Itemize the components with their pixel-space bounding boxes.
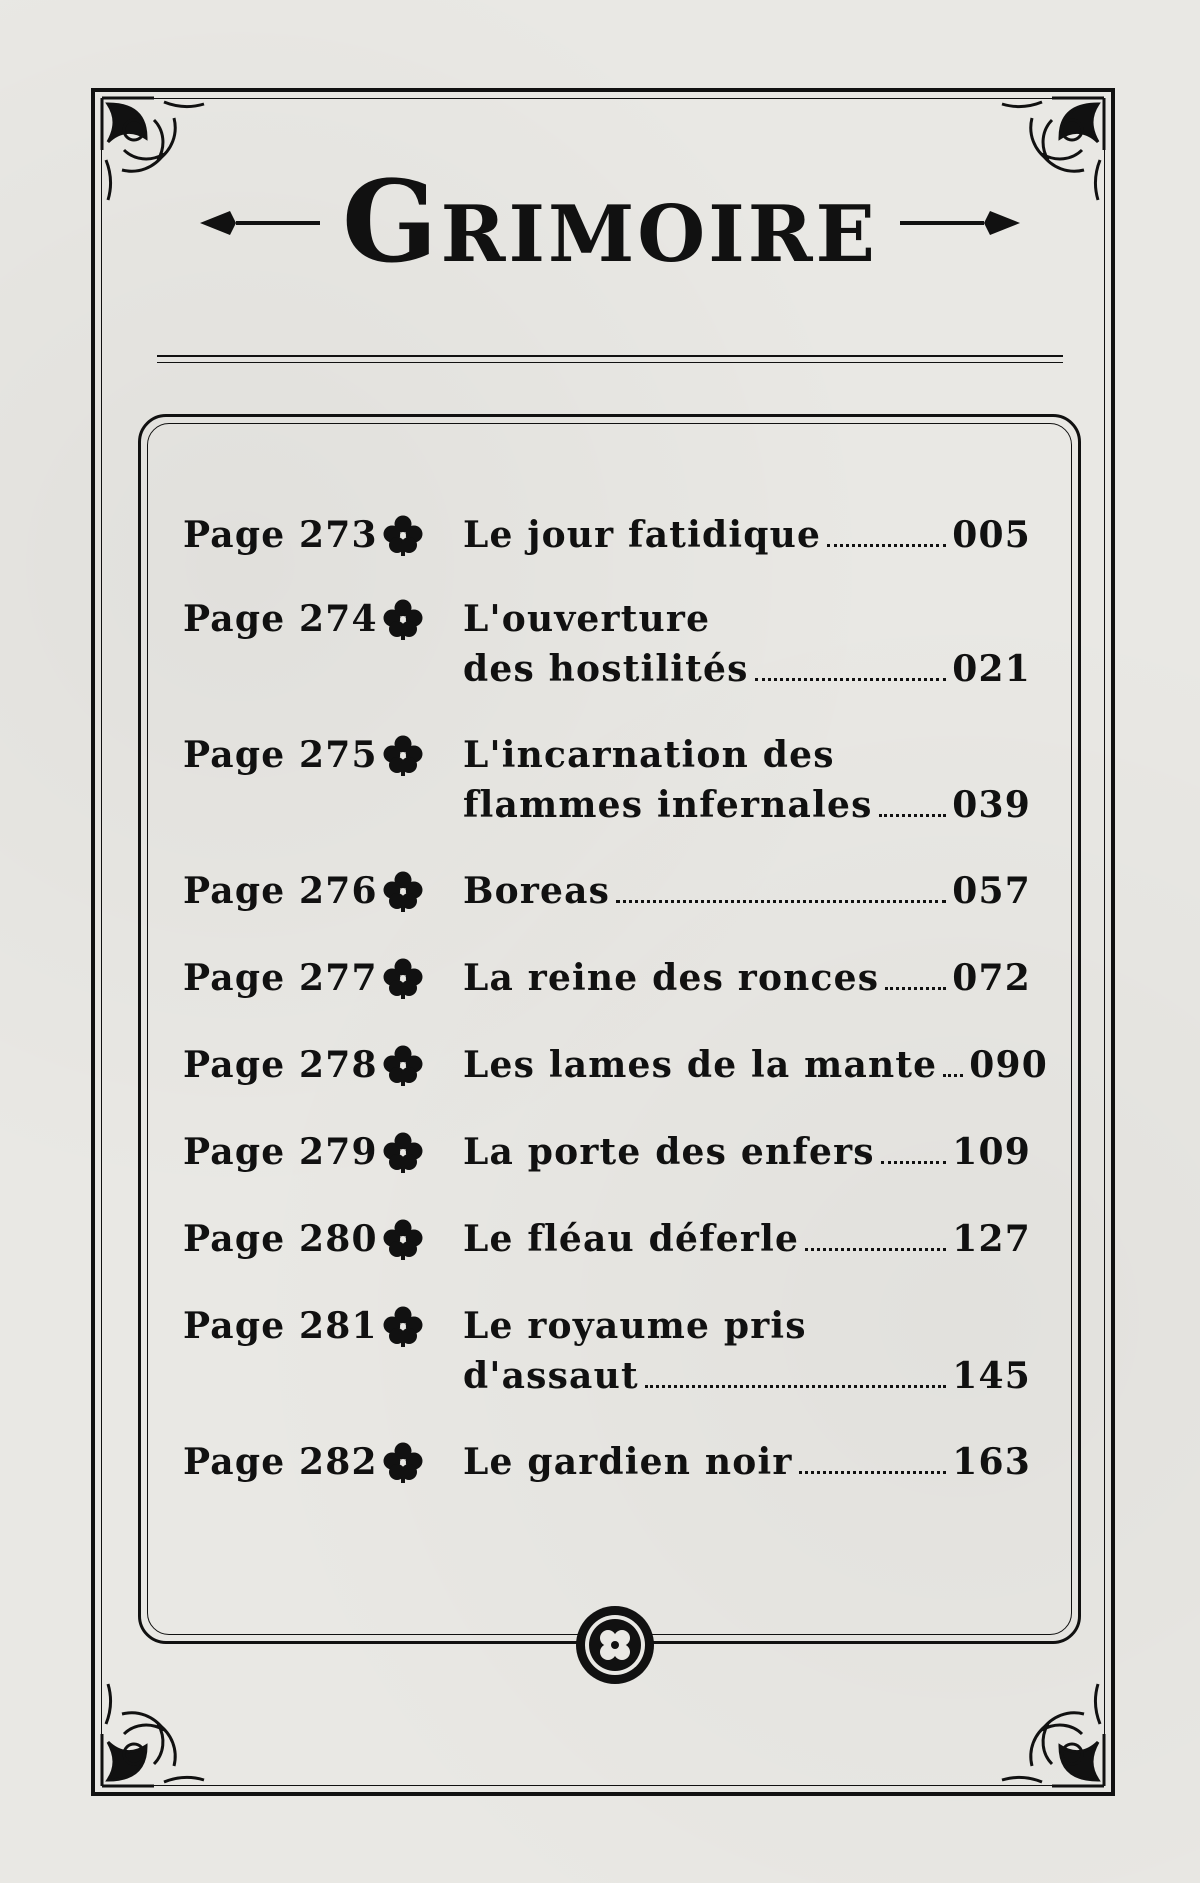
toc-chapter-title: des hostilités (463, 648, 749, 690)
toc-chapter-line (463, 780, 1031, 830)
toc-chapter-title: Les lames de la mante (463, 1044, 938, 1086)
clover-icon (381, 1130, 425, 1174)
toc-chapter-line (463, 510, 1031, 560)
toc-chapter-line (463, 730, 1031, 780)
toc-chapter-title: Le gardien noir (463, 1441, 793, 1483)
leader-dots (885, 987, 946, 990)
leader-dots (805, 1248, 946, 1251)
toc-page-label: Page 275 (183, 734, 378, 776)
toc-chapter (463, 866, 1031, 916)
title-row (150, 148, 1070, 298)
toc-page-label: Page 282 (183, 1441, 378, 1483)
leader-dots (799, 1471, 947, 1474)
clover-icon (381, 1043, 425, 1087)
clover-icon (381, 869, 425, 913)
toc-chapter-title: La reine des ronces (463, 957, 880, 999)
toc-chapter-line (463, 1301, 1031, 1351)
clover-icon (381, 597, 425, 641)
toc-chapter-line (463, 1214, 1031, 1264)
toc-page-label: Page 278 (183, 1044, 378, 1086)
toc-chapter-title: d'assaut (463, 1355, 639, 1397)
toc-page-number: 039 (952, 784, 1031, 826)
title-rule (157, 355, 1063, 363)
page-title: Grimoire (341, 157, 878, 288)
toc-chapter-line (463, 1040, 1049, 1090)
clover-icon (381, 513, 425, 557)
clover-medallion-icon (574, 1604, 656, 1686)
toc-page-label: Page 280 (183, 1218, 378, 1260)
title-flourish-left-icon (200, 203, 320, 243)
toc-chapter-line (463, 1351, 1031, 1401)
toc-chapter-title: L'incarnation des (463, 734, 835, 776)
toc-page-number: 127 (952, 1218, 1031, 1260)
toc-page-number: 090 (969, 1044, 1049, 1086)
toc-page-number: 021 (952, 648, 1031, 690)
toc-chapter-title: L'ouverture (463, 598, 711, 640)
toc-chapter-line (463, 953, 1031, 1003)
toc-page-label: Page 279 (183, 1131, 378, 1173)
toc-chapter-title: Le royaume pris (463, 1305, 807, 1347)
leader-dots (943, 1074, 963, 1077)
toc-chapter (463, 1214, 1031, 1264)
toc-page-label: Page 274 (183, 598, 378, 640)
title-flourish-right-icon (900, 203, 1020, 243)
toc-chapter-title: Le jour fatidique (463, 514, 822, 556)
toc-chapter (463, 953, 1031, 1003)
toc-chapter-title: Le fléau déferle (463, 1218, 800, 1260)
toc-page-number: 145 (952, 1355, 1031, 1397)
toc-page-number: 057 (952, 870, 1031, 912)
clover-icon (381, 1304, 425, 1348)
toc-page-label: Page 276 (183, 870, 378, 912)
toc-chapter-line (463, 1437, 1031, 1487)
leader-dots (879, 814, 947, 817)
toc-chapter (463, 730, 1031, 830)
leader-dots (755, 678, 947, 681)
leader-dots (616, 900, 946, 903)
toc-page-number: 109 (952, 1131, 1031, 1173)
toc-chapter (463, 510, 1031, 560)
toc-chapter (463, 594, 1031, 694)
toc-chapter-title: Boreas (463, 870, 611, 912)
toc-page-label: Page 281 (183, 1305, 378, 1347)
toc-page-number: 163 (952, 1441, 1031, 1483)
clover-icon (381, 733, 425, 777)
corner-ornament-icon (94, 1664, 224, 1794)
toc-chapter-line (463, 594, 1031, 644)
toc-chapter-title: flammes infernales (463, 784, 873, 826)
toc-page-number: 005 (952, 514, 1031, 556)
leader-dots (881, 1161, 946, 1164)
toc-chapter (463, 1301, 1031, 1401)
toc-chapter-title: La porte des enfers (463, 1131, 875, 1173)
toc-page-number: 072 (952, 957, 1031, 999)
clover-icon (381, 1440, 425, 1484)
toc-chapter (463, 1437, 1031, 1487)
toc-chapter (463, 1040, 1049, 1090)
toc-chapter (463, 1127, 1031, 1177)
leader-dots (645, 1385, 946, 1388)
clover-icon (381, 1217, 425, 1261)
clover-icon (381, 956, 425, 1000)
leader-dots (827, 544, 946, 547)
toc-page-label: Page 277 (183, 957, 378, 999)
toc-chapter-line (463, 644, 1031, 694)
toc-chapter-line (463, 866, 1031, 916)
toc-page-label: Page 273 (183, 514, 378, 556)
toc-chapter-line (463, 1127, 1031, 1177)
corner-ornament-icon (982, 1664, 1112, 1794)
